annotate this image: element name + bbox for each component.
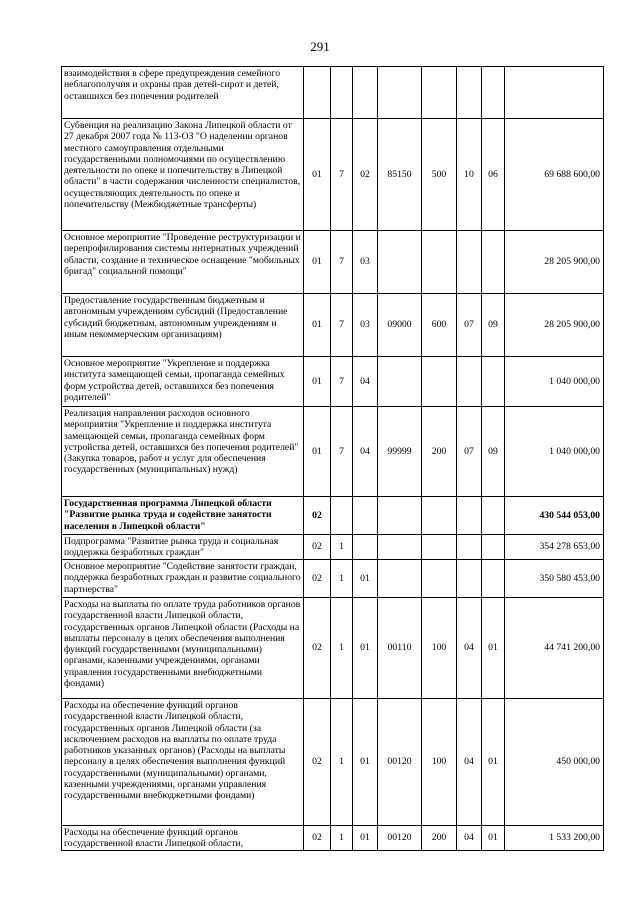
amount-cell: 1 040 000,00 [505,407,604,497]
subsection-cell [482,560,505,598]
row-name-cell: Предоставление государственным бюджетным и автономным учреждениям субсидий (Предоставление субсидий бюджетным, автономным учреждениям и иным некоммерческим организациям) [62,294,304,357]
program-code-cell: 01 [304,119,331,231]
expense-type-cell [422,535,457,560]
program-code-cell: 02 [304,560,331,598]
row-name-cell: взаимодействия в сфере предупреждения семейного неблагополучия и охраны прав детей-сирот и детей, оставшихся без попечения родителей [62,67,304,119]
direction-code-cell [378,497,422,535]
subprogram-code-cell: 1 [331,560,353,598]
table-row [62,294,604,357]
subsection-cell: 01 [482,699,505,826]
section-cell: 04 [457,598,482,699]
row-name-cell: Расходы на обеспечение функций органов государственной власти Липецкой области, государственных органов Липецкой области (за исключением расходов на выплаты по оплате труда работников указанных органов) (Расходы на выплаты персоналу в целях обеспечения выполнения функций государственными (муниципальными) органами, казенными учреждениями, органами управления государственными внебюджетными фондами) [62,699,304,826]
expense-type-cell: 100 [422,699,457,826]
table-row [62,231,604,294]
amount-cell: 430 544 053,00 [505,497,604,535]
program-code-cell: 01 [304,294,331,357]
section-cell [457,535,482,560]
section-cell [457,67,482,119]
activity-code-cell [353,535,378,560]
table-row [62,357,604,407]
direction-code-cell: 00120 [378,826,422,851]
direction-code-cell [378,231,422,294]
row-name-cell: Субвенция на реализацию Закона Липецкой области от 27 декабря 2007 года № 113-ОЗ "О наделении органов местного самоуправления отдельными государственными полномочиями по осуществлению деятельности по опеке и попечительству в Липецкой области" в части содержания численности специалистов, осуществляющих деятельность по опеке и попечительству (Межбюджетные трансферты) [62,119,304,231]
page-number: 291 [310,39,330,54]
program-code-cell: 01 [304,407,331,497]
section-cell [457,357,482,407]
direction-code-cell [378,67,422,119]
section-cell: 04 [457,826,482,851]
section-cell: 07 [457,294,482,357]
section-cell [457,231,482,294]
table-row [62,826,604,851]
program-code-cell: 01 [304,357,331,407]
program-code-cell: 02 [304,826,331,851]
direction-code-cell: 99999 [378,407,422,497]
table-row [62,699,604,826]
amount-cell: 28 205 900,00 [505,231,604,294]
subsection-cell: 06 [482,119,505,231]
expense-type-cell [422,231,457,294]
section-cell: 04 [457,699,482,826]
row-name-cell: Подпрограмма "Развитие рынка труда и социальная поддержка безработных граждан" [62,535,304,560]
expense-type-cell [422,67,457,119]
table-row [62,67,604,119]
amount-cell: 44 741 200,00 [505,598,604,699]
subsection-cell: 01 [482,826,505,851]
expense-type-cell [422,497,457,535]
direction-code-cell [378,535,422,560]
direction-code-cell: 00120 [378,699,422,826]
program-code-cell: 02 [304,535,331,560]
table-row [62,497,604,535]
table-row [62,407,604,497]
amount-cell: 350 580 453,00 [505,560,604,598]
subprogram-code-cell: 7 [331,357,353,407]
row-name-cell: Расходы на выплаты по оплате труда работников органов государственной власти Липецкой области, государственных органов Липецкой области (Расходы на выплаты персоналу в целях обеспечения выполнения функций государственными (муниципальными) органами, казенными учреждениями, органами управления государственными внебюджетными фондами) [62,598,304,699]
program-code-cell: 01 [304,231,331,294]
direction-code-cell [378,560,422,598]
expense-type-cell: 200 [422,826,457,851]
subprogram-code-cell: 1 [331,535,353,560]
direction-code-cell: 85150 [378,119,422,231]
activity-code-cell: 03 [353,231,378,294]
table-row [62,535,604,560]
expense-type-cell: 500 [422,119,457,231]
subprogram-code-cell: 1 [331,826,353,851]
section-cell [457,497,482,535]
expense-type-cell: 200 [422,407,457,497]
amount-cell: 1 040 000,00 [505,357,604,407]
row-name-cell: Реализация направления расходов основного мероприятия "Укрепление и поддержка института замещающей семьи, пропаганда семейных форм устройства детей, оставшихся без попечения родителей" (Закупка товаров, работ и услуг для обеспечения государственных (муниципальных) нужд) [62,407,304,497]
activity-code-cell: 01 [353,598,378,699]
program-code-cell: 02 [304,699,331,826]
row-name-cell: Основное мероприятие "Укрепление и поддержка института замещающей семьи, пропаганда семейных форм устройства детей, оставшихся без попечения родителей" [62,357,304,407]
table-row [62,560,604,598]
subprogram-code-cell: 7 [331,294,353,357]
subprogram-code-cell: 7 [331,407,353,497]
activity-code-cell: 02 [353,119,378,231]
row-name-cell: Основное мероприятие "Содействие занятости граждан, поддержка безработных граждан и развитие социального партнерства" [62,560,304,598]
subprogram-code-cell: 1 [331,699,353,826]
expense-type-cell: 600 [422,294,457,357]
subprogram-code-cell [331,67,353,119]
subsection-cell: 09 [482,294,505,357]
amount-cell [505,67,604,119]
subsection-cell: 09 [482,407,505,497]
subsection-cell: 01 [482,598,505,699]
activity-code-cell [353,497,378,535]
activity-code-cell: 01 [353,826,378,851]
subprogram-code-cell: 7 [331,231,353,294]
amount-cell: 69 688 600,00 [505,119,604,231]
amount-cell: 1 533 200,00 [505,826,604,851]
subsection-cell [482,497,505,535]
subsection-cell [482,535,505,560]
subsection-cell [482,231,505,294]
budget-table [61,66,604,851]
subprogram-code-cell [331,497,353,535]
expense-type-cell [422,560,457,598]
direction-code-cell: 00110 [378,598,422,699]
subprogram-code-cell: 7 [331,119,353,231]
subsection-cell [482,67,505,119]
section-cell [457,560,482,598]
section-cell: 07 [457,407,482,497]
section-cell: 10 [457,119,482,231]
program-code-cell [304,67,331,119]
program-code-cell: 02 [304,598,331,699]
activity-code-cell: 04 [353,357,378,407]
activity-code-cell: 01 [353,560,378,598]
direction-code-cell: 09000 [378,294,422,357]
amount-cell: 450 000,00 [505,699,604,826]
activity-code-cell: 04 [353,407,378,497]
subprogram-code-cell: 1 [331,598,353,699]
table-row [62,119,604,231]
expense-type-cell [422,357,457,407]
program-code-cell: 02 [304,497,331,535]
expense-type-cell: 100 [422,598,457,699]
activity-code-cell: 03 [353,294,378,357]
amount-cell: 354 278 653,00 [505,535,604,560]
table-row [62,598,604,699]
table-body [62,67,604,851]
row-name-cell: Основное мероприятие "Проведение реструктуризации и перепрофилирования системы интернатных учреждений области, создание и техническое оснащение "мобильных бригад" социальной помощи" [62,231,304,294]
row-name-cell: Расходы на обеспечение функций органов государственной власти Липецкой области, [62,826,304,851]
row-name-cell: Государственная программа Липецкой области "Развитие рынка труда и содействие занятости населения в Липецкой области" [62,497,304,535]
subsection-cell [482,357,505,407]
direction-code-cell [378,357,422,407]
amount-cell: 28 205 900,00 [505,294,604,357]
activity-code-cell [353,67,378,119]
activity-code-cell: 01 [353,699,378,826]
